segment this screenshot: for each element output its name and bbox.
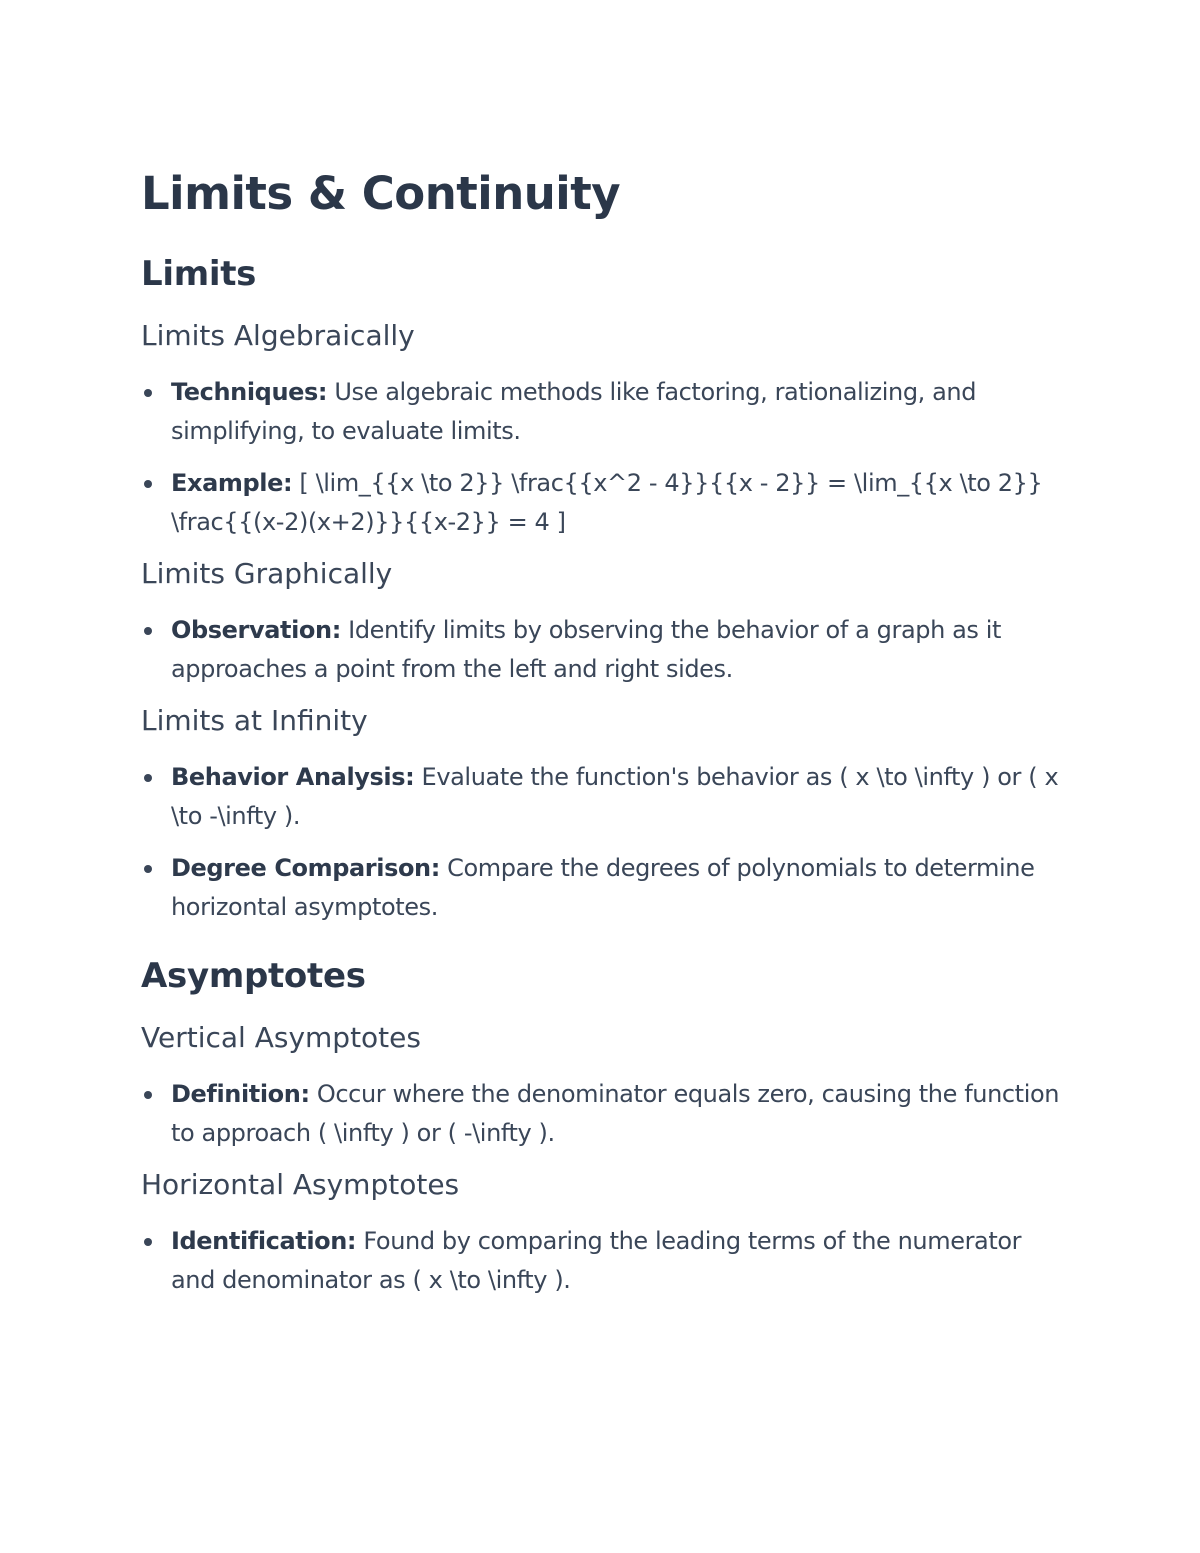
item-text: Occur where the denominator equals zero, causing the function to approach ( \infty ) or ( -\infty ).	[171, 1080, 1060, 1147]
bullet-list-vertical	[141, 1075, 1060, 1153]
list-item	[141, 464, 1060, 542]
section-heading-asymptotes: Asymptotes	[141, 956, 366, 996]
list-item	[141, 611, 1060, 689]
item-text: Found by comparing the leading terms of the numerator and denominator as ( x \to \infty ).	[171, 1227, 1022, 1294]
bullet-dot-icon	[144, 1091, 152, 1099]
bullet-dot-icon	[144, 627, 152, 635]
list-item	[141, 373, 1060, 451]
item-text: Compare the degrees of polynomials to determine horizontal asymptotes.	[171, 854, 1035, 921]
list-item	[141, 1075, 1060, 1153]
bullet-dot-icon	[144, 1238, 152, 1246]
bullet-dot-icon	[144, 865, 152, 873]
item-text: [ \lim_{{x \to 2}} \frac{{x^2 - 4}}{{x - 2}} = \lim_{{x \to 2}} \frac{{(x-2)(x+2)}}{{x-2}} = 4 ]	[171, 469, 1043, 536]
subsection-heading-horizontal: Horizontal Asymptotes	[141, 1168, 460, 1201]
item-label: Techniques:	[171, 378, 328, 406]
item-text: Identify limits by observing the behavior of a graph as it approaches a point from the left and right sides.	[171, 616, 1002, 683]
subsection-heading-algebraic: Limits Algebraically	[141, 319, 415, 352]
section-heading-limits: Limits	[141, 254, 257, 294]
bullet-dot-icon	[144, 389, 152, 397]
item-label: Observation:	[171, 616, 341, 644]
item-text: Use algebraic methods like factoring, rationalizing, and simplifying, to evaluate limits.	[171, 378, 977, 445]
bullet-list-horizontal	[141, 1222, 1060, 1300]
subsection-heading-vertical: Vertical Asymptotes	[141, 1021, 421, 1054]
list-item	[141, 758, 1060, 836]
subsection-heading-graphical: Limits Graphically	[141, 557, 393, 590]
item-label: Identification:	[171, 1227, 357, 1255]
item-label: Degree Comparison:	[171, 854, 440, 882]
subsection-heading-infinity: Limits at Infinity	[141, 704, 368, 737]
list-item	[141, 1222, 1060, 1300]
bullet-dot-icon	[144, 480, 152, 488]
bullet-list-algebraic	[141, 373, 1060, 542]
page-title: Limits & Continuity	[141, 167, 621, 220]
item-label: Definition:	[171, 1080, 310, 1108]
list-item	[141, 849, 1060, 927]
item-label: Behavior Analysis:	[171, 763, 415, 791]
bullet-list-infinity	[141, 758, 1060, 927]
item-label: Example:	[171, 469, 293, 497]
item-text: Evaluate the function's behavior as ( x \to \infty ) or ( x \to -\infty ).	[171, 763, 1059, 830]
bullet-list-graphical	[141, 611, 1060, 689]
bullet-dot-icon	[144, 774, 152, 782]
